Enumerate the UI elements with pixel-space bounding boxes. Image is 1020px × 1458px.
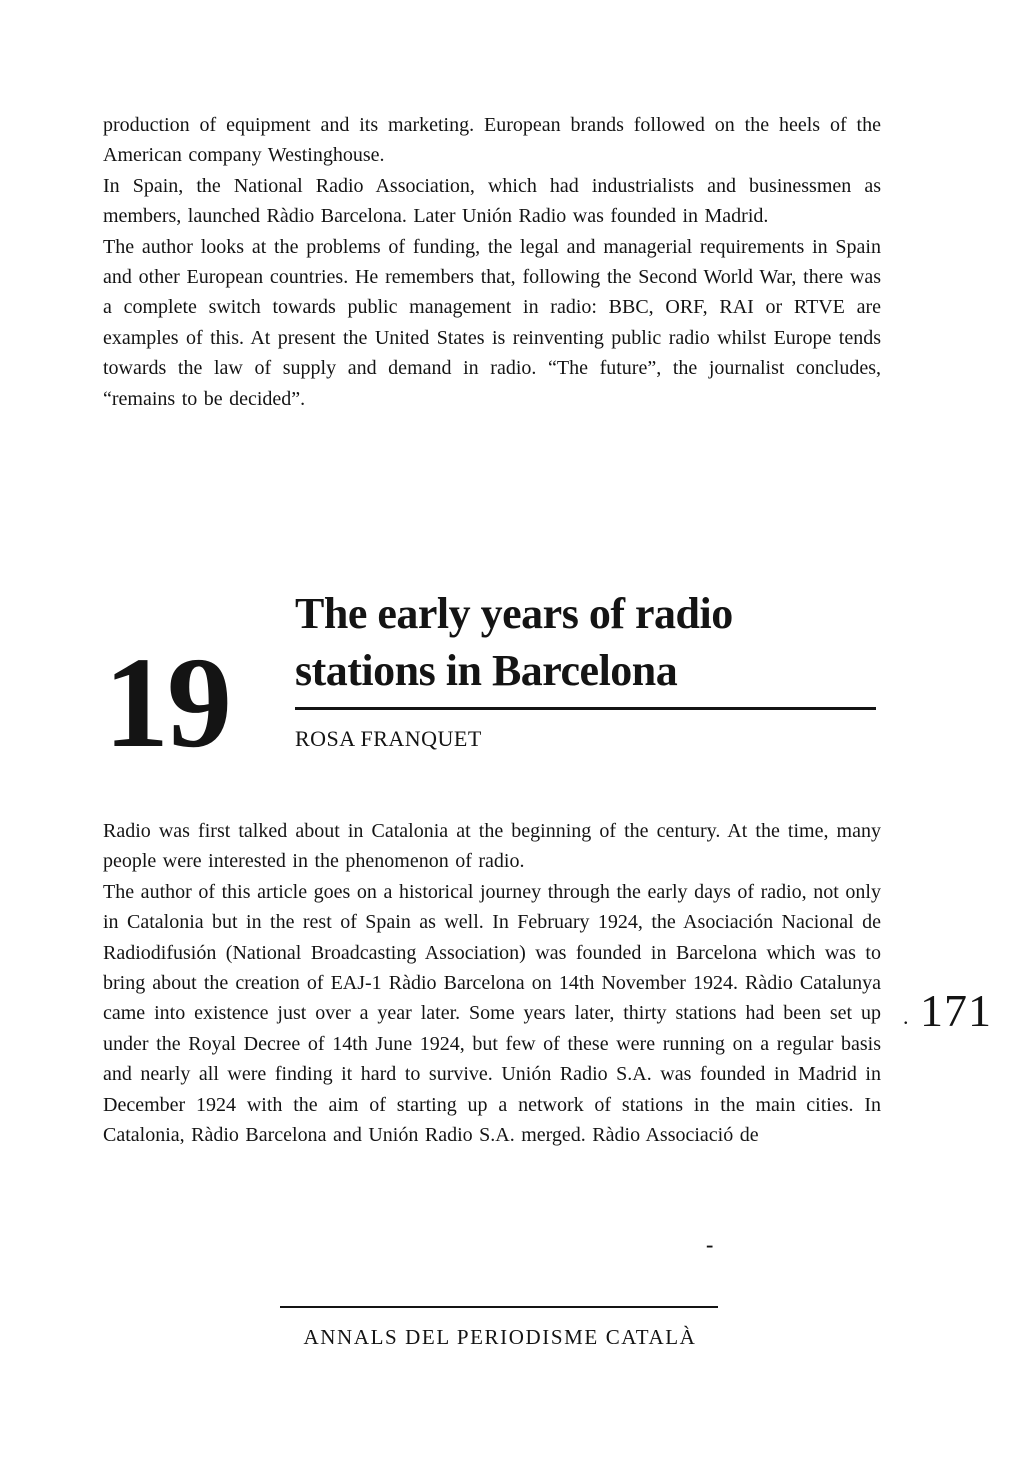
footer-journal-title: ANNALS DEL PERIODISME CATALÀ: [303, 1325, 697, 1349]
abstract-paragraph: production of equipment and its marketing. European brands followed on the heels of the American company Westinghouse.: [103, 114, 881, 167]
footer-divider: [280, 1306, 718, 1308]
page-number: 171: [920, 985, 992, 1036]
body-paragraph: Radio was first talked about in Catalonia at the beginning of the century. At the time, many people were interested in the phenomenon of radio.: [103, 820, 881, 873]
abstract-paragraph: In Spain, the National Radio Association, which had industrialists and businessmen as members, launched Ràdio Barcelona. Later Unión Radio was founded in Madrid.: [103, 174, 881, 228]
chapter-number: 19: [104, 631, 230, 775]
abstract-section: [103, 110, 881, 414]
chapter-title-line-2: stations in Barcelona: [295, 646, 678, 695]
chapter-title: [295, 585, 876, 710]
chapter-title-line-1: The early years of radio: [295, 589, 733, 638]
scan-artifact-dash: -: [706, 1232, 714, 1257]
author-name: ROSA FRANQUET: [295, 726, 482, 751]
chapter-header: [295, 585, 876, 752]
body-section: [103, 816, 881, 1150]
scan-artifact-dot: .: [903, 1004, 909, 1029]
body-paragraph: The author of this article goes on a historical journey through the early days of radio, not only in Catalonia but in the rest of Spain as well. In February 1924, the Asociación Nacional de Radiodifusión (National Broadcasting Association) was founded in Barcelona which was to bring about the creation of EAJ-1 Ràdio Barcelona on 14th November 1924. Ràdio Catalunya came into existence just over a year later. Some years later, thirty stations had been set up under the Royal Decree of 14th June 1924, but few of these were running on a regular basis and nearly all were finding it hard to survive. Unión Radio S.A. was founded in Madrid in December 1924 with the aim of starting up a network of stations in the main cities. In Catalonia, Ràdio Barcelona and Unión Radio S.A. merged. Ràdio Associació de: [103, 880, 881, 1147]
abstract-paragraph: The author looks at the problems of funding, the legal and managerial requirements in Spain and other European countries. He remembers that, following the Second World War, there was a complete switch towards public management in radio: BBC, ORF, RAI or RTVE are examples of this. At present the United States is reinventing public radio whilst Europe tends towards the law of supply and demand in radio. “The future”, the journalist concludes, “remains to be decided”.: [103, 235, 881, 410]
